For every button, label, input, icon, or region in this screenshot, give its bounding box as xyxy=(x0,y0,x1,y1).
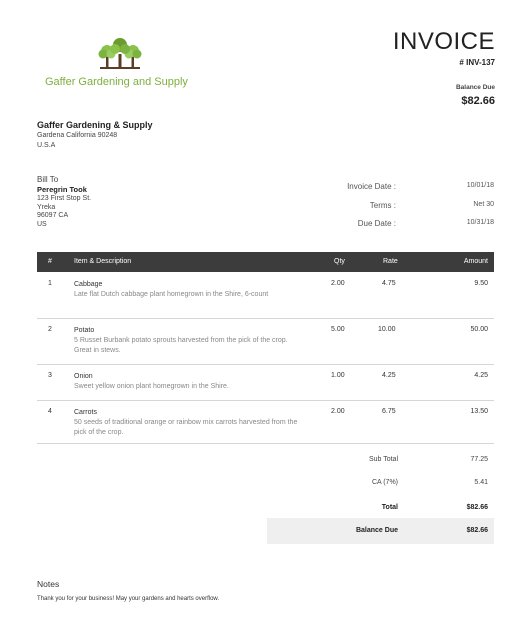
item-name: Potato xyxy=(74,327,95,334)
notes-text: Thank you for your business! May your gardens and hearts overflow. xyxy=(37,596,220,602)
item-rate: 4.75 xyxy=(382,280,396,287)
item-amount: 50.00 xyxy=(470,326,488,333)
item-description xyxy=(74,280,304,300)
item-name: Onion xyxy=(74,373,93,380)
item-detail: Sweet yellow onion plant homegrown in the Shire. xyxy=(74,383,229,390)
item-name: Carrots xyxy=(74,409,97,416)
col-item-header: Item & Description xyxy=(74,258,132,265)
total-label: Total xyxy=(381,504,398,511)
balance-due-label: Balance Due xyxy=(455,84,495,91)
items-table-header xyxy=(37,252,494,272)
tax-row xyxy=(267,473,494,493)
item-rate: 6.75 xyxy=(382,408,396,415)
company-address-line: Gardena California 90248 xyxy=(37,132,118,139)
customer-address-line: 96097 CA xyxy=(37,212,69,220)
item-description xyxy=(74,408,304,438)
due-date-row xyxy=(300,219,494,238)
item-description xyxy=(74,372,304,392)
subtotal-label: Sub Total xyxy=(368,456,398,463)
balance-due-amount: $82.66 xyxy=(461,95,495,107)
total-value: $82.66 xyxy=(466,504,488,511)
table-row xyxy=(37,400,494,444)
invoice-date-row xyxy=(300,182,494,201)
total-row xyxy=(267,498,494,518)
customer-address-line: Yreka xyxy=(37,203,56,211)
invoice-date-value: 10/01/18 xyxy=(466,182,494,189)
item-qty: 1.00 xyxy=(331,372,345,379)
col-rate-header: Rate xyxy=(383,258,398,265)
item-amount: 13.50 xyxy=(470,408,488,415)
row-number: 1 xyxy=(48,280,52,287)
item-detail: 5 Russet Burbank potato sprouts harvested from the pick of the crop. Great in stews. xyxy=(74,337,288,354)
item-amount: 4.25 xyxy=(474,372,488,379)
table-row xyxy=(37,272,494,319)
row-number: 3 xyxy=(48,372,52,379)
col-num-header: # xyxy=(48,258,52,265)
balance-due-total-label: Balance Due xyxy=(355,527,398,534)
balance-due-total-value: $82.66 xyxy=(466,527,488,534)
table-row xyxy=(37,318,494,365)
terms-row xyxy=(300,201,494,220)
tax-value: 5.41 xyxy=(474,479,488,486)
subtotal-row xyxy=(267,450,494,470)
item-qty: 5.00 xyxy=(331,326,345,333)
item-rate: 4.25 xyxy=(382,372,396,379)
company-logo xyxy=(40,36,200,96)
col-amount-header: Amount xyxy=(463,258,488,265)
row-number: 4 xyxy=(48,408,52,415)
terms-label: Terms : xyxy=(369,200,396,210)
due-date-label: Due Date : xyxy=(357,219,396,228)
bill-to-label: Bill To xyxy=(37,175,59,184)
tree-icon xyxy=(96,36,144,70)
invoice-date-label: Invoice Date : xyxy=(347,182,396,191)
company-address-line: U.S.A xyxy=(37,141,56,149)
notes-label: Notes xyxy=(37,579,60,589)
col-qty-header: Qty xyxy=(334,258,345,265)
item-detail: 50 seeds of traditional orange or rainbow mix carrots harvested from the pick of the crop. xyxy=(74,419,298,436)
invoice-title: INVOICE xyxy=(392,28,495,55)
table-row xyxy=(37,364,494,401)
bill-to xyxy=(37,174,91,229)
company-address xyxy=(37,119,153,150)
row-number: 2 xyxy=(48,326,52,333)
item-name: Cabbage xyxy=(74,281,103,288)
item-rate: 10.00 xyxy=(378,326,396,333)
customer-name: Peregrin Took xyxy=(37,185,87,194)
company-name: Gaffer Gardening & Supply xyxy=(37,120,153,130)
subtotal-value: 77.25 xyxy=(470,456,488,463)
item-amount: 9.50 xyxy=(474,280,488,287)
customer-address-line: US xyxy=(37,220,47,228)
tax-label: CA (7%) xyxy=(371,479,398,486)
logo-text: Gaffer Gardening and Supply xyxy=(45,76,188,88)
customer-address-line: 123 First Stop St. xyxy=(37,195,92,202)
due-date-value: 10/31/18 xyxy=(466,219,494,226)
item-qty: 2.00 xyxy=(331,280,345,287)
terms-value: Net 30 xyxy=(473,200,494,208)
invoice-number: # INV-137 xyxy=(459,58,495,67)
invoice-dates xyxy=(300,182,494,238)
item-qty: 2.00 xyxy=(331,408,345,415)
balance-due-row xyxy=(267,518,494,544)
item-description xyxy=(74,326,304,356)
item-detail: Late flat Dutch cabbage plant homegrown in the Shire, 6-count xyxy=(74,291,269,298)
